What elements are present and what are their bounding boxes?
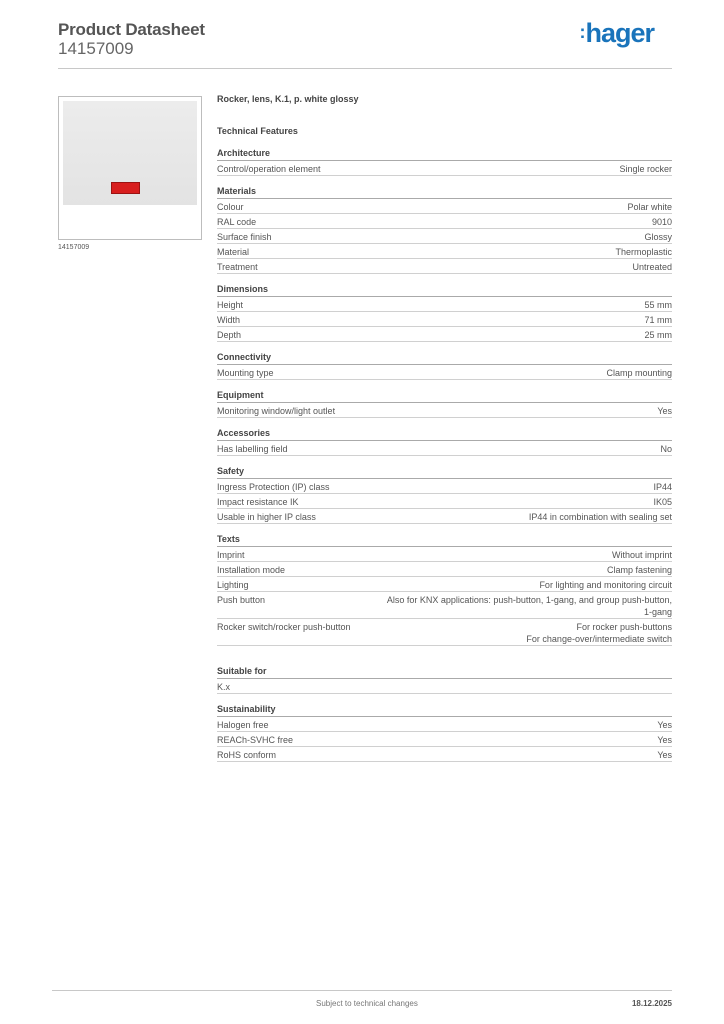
section-architecture	[217, 148, 672, 176]
section-safety	[217, 466, 672, 524]
spec-value: Polar white	[627, 201, 672, 212]
spec-row	[217, 259, 672, 274]
spec-row	[217, 199, 672, 214]
spec-label: REACh-SVHC free	[217, 734, 294, 745]
spec-row	[217, 509, 672, 524]
section-accessories	[217, 428, 672, 456]
spec-value: No	[660, 443, 672, 454]
spec-row	[217, 441, 672, 456]
section-title: Suitable for	[217, 666, 672, 679]
value-line: 1-gang	[643, 606, 672, 617]
section-dimensions	[217, 284, 672, 342]
spec-label: Surface finish	[217, 231, 272, 242]
section-texts	[217, 534, 672, 646]
spec-label: Mounting type	[217, 367, 274, 378]
spec-row	[217, 679, 672, 694]
spec-row	[217, 717, 672, 732]
spec-label: Control/operation element	[217, 163, 321, 174]
footer-note: Subject to technical changes	[316, 999, 418, 1008]
spec-label: Impact resistance IK	[217, 496, 299, 507]
spec-row	[217, 732, 672, 747]
spec-label: Push button	[217, 594, 266, 605]
spec-value: For lighting and monitoring circuit	[539, 579, 672, 590]
spec-value	[387, 594, 672, 618]
spec-row	[217, 577, 672, 592]
spec-value: Yes	[657, 719, 672, 730]
spec-value: Untreated	[632, 261, 672, 272]
spec-value: 71 mm	[644, 314, 672, 325]
section-title: Equipment	[217, 390, 672, 403]
section-title: Accessories	[217, 428, 672, 441]
section-sustainability	[217, 704, 672, 762]
section-title: Connectivity	[217, 352, 672, 365]
spec-label: RoHS conform	[217, 749, 277, 760]
spec-row	[217, 229, 672, 244]
image-caption: 14157009	[58, 244, 90, 251]
spec-label: Lighting	[217, 579, 249, 590]
spec-label: Material	[217, 246, 250, 257]
spec-label: Treatment	[217, 261, 258, 272]
product-name: Rocker, lens, K.1, p. white glossy	[217, 94, 359, 104]
spec-row	[217, 479, 672, 494]
spec-row	[217, 312, 672, 327]
spec-label: Halogen free	[217, 719, 269, 730]
spec-row	[217, 297, 672, 312]
technical-content	[217, 94, 672, 772]
spec-row	[217, 747, 672, 762]
value-line: Also for KNX applications: push-button, 1-gang, and group push-button,	[386, 594, 672, 605]
spec-label: Width	[217, 314, 241, 325]
document-number: 14157009	[58, 39, 134, 58]
spec-row	[217, 547, 672, 562]
section-title: Sustainability	[217, 704, 672, 717]
spec-label: Height	[217, 299, 244, 310]
spec-row	[217, 494, 672, 509]
spec-value: Without imprint	[611, 549, 672, 560]
spec-label: Rocker switch/rocker push-button	[217, 621, 351, 632]
section-connectivity	[217, 352, 672, 380]
spec-value: Yes	[657, 734, 672, 745]
spec-label: Usable in higher IP class	[217, 511, 316, 522]
spec-label: Depth	[217, 329, 242, 340]
spec-label: Imprint	[217, 549, 245, 560]
spec-row	[217, 619, 672, 646]
logo-dots: :	[579, 22, 585, 42]
spec-row	[217, 403, 672, 418]
page-header	[58, 20, 672, 69]
spec-label: K.x	[217, 681, 231, 692]
value-line: For change-over/intermediate switch	[526, 633, 672, 644]
section-title: Texts	[217, 534, 672, 547]
technical-features-heading: Technical Features	[217, 126, 298, 136]
section-title: Dimensions	[217, 284, 672, 297]
value-line: For rocker push-buttons	[576, 621, 672, 632]
spec-label: Monitoring window/light outlet	[217, 405, 336, 416]
spec-value	[526, 621, 672, 645]
section-suitable-for	[217, 666, 672, 694]
section-title: Safety	[217, 466, 672, 479]
logo-text: hager	[585, 18, 654, 48]
spec-row	[217, 327, 672, 342]
spec-value: IP44 in combination with sealing set	[528, 511, 672, 522]
product-image	[58, 96, 202, 240]
section-title: Materials	[217, 186, 672, 199]
spec-label: Installation mode	[217, 564, 286, 575]
spec-value: IP44	[653, 481, 672, 492]
section-equipment	[217, 390, 672, 418]
hager-logo	[579, 18, 654, 49]
spec-row	[217, 214, 672, 229]
spec-row	[217, 365, 672, 380]
spec-value: 25 mm	[644, 329, 672, 340]
section-title: Architecture	[217, 148, 672, 161]
footer-date: 18.12.2025	[631, 999, 672, 1008]
spec-row	[217, 244, 672, 259]
spec-row	[217, 562, 672, 577]
spec-value: Thermoplastic	[615, 246, 672, 257]
section-materials	[217, 186, 672, 274]
spec-row	[217, 592, 672, 619]
spec-row	[217, 161, 672, 176]
spec-value: Clamp fastening	[606, 564, 672, 575]
spec-value: Yes	[657, 749, 672, 760]
spec-value: 55 mm	[644, 299, 672, 310]
spec-value: 9010	[651, 216, 672, 227]
document-title: Product Datasheet	[58, 20, 205, 39]
page-footer	[52, 990, 672, 1008]
spec-value: Glossy	[644, 231, 672, 242]
spec-label: Ingress Protection (IP) class	[217, 481, 330, 492]
spec-value: Clamp mounting	[606, 367, 672, 378]
spec-label: RAL code	[217, 216, 257, 227]
red-lens	[111, 182, 140, 194]
spec-label: Colour	[217, 201, 244, 212]
spec-value: IK05	[653, 496, 672, 507]
spec-value: Single rocker	[619, 163, 672, 174]
spec-value: Yes	[657, 405, 672, 416]
spec-label: Has labelling field	[217, 443, 288, 454]
